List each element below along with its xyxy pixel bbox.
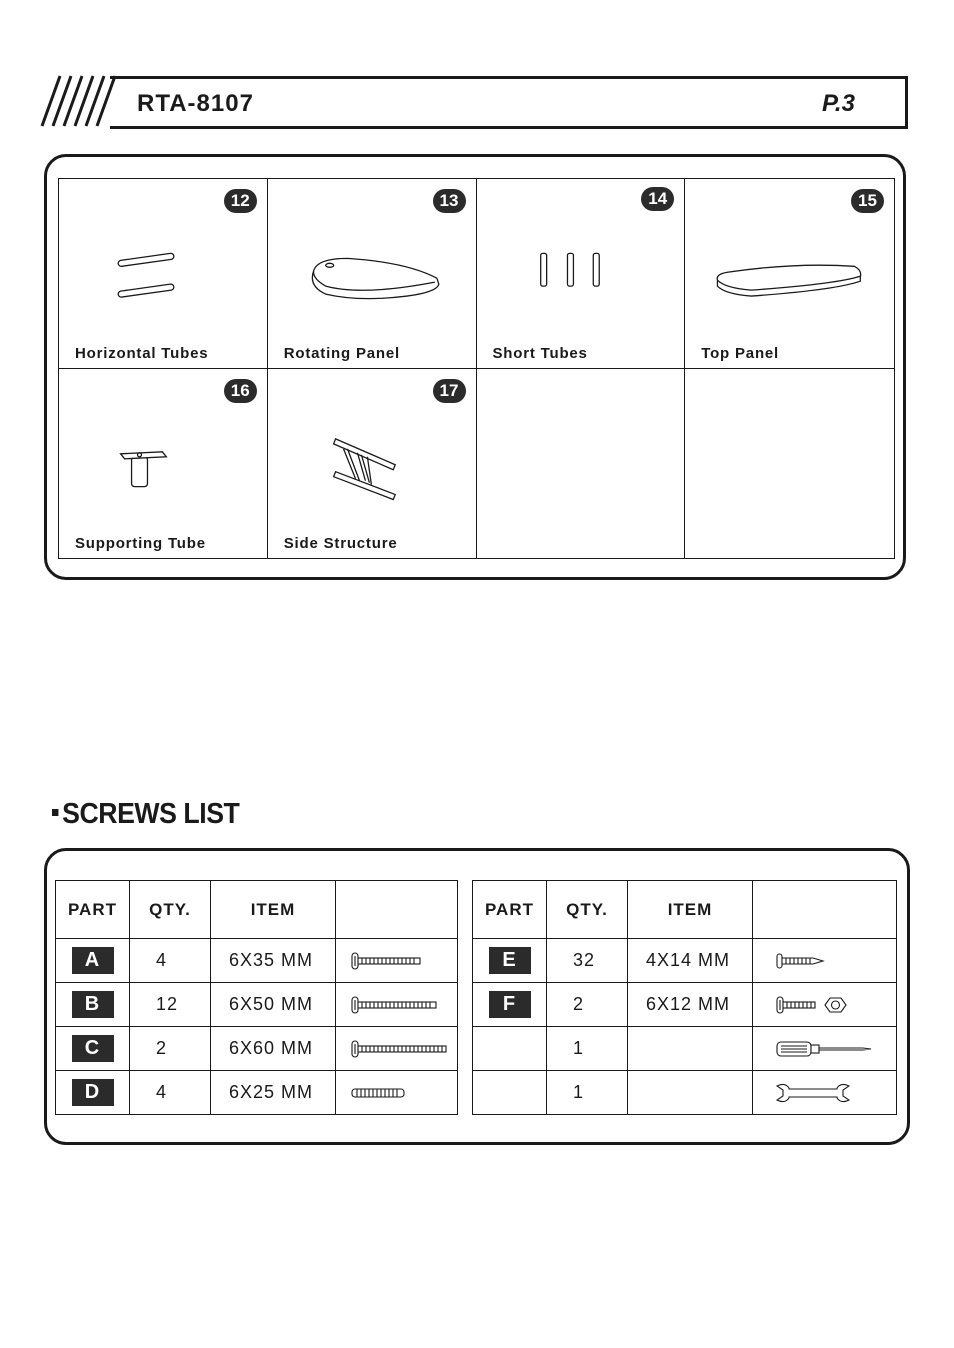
side-structure-icon bbox=[268, 369, 476, 559]
image-column-header bbox=[336, 881, 458, 939]
bolt-60-icon bbox=[350, 1038, 450, 1060]
part-cell-empty bbox=[473, 1027, 547, 1071]
table-header-row bbox=[473, 881, 897, 939]
table-row bbox=[473, 939, 897, 983]
bolt-35-icon bbox=[350, 950, 430, 972]
qty-cell: 12 bbox=[130, 983, 211, 1027]
part-letter-badge: A bbox=[72, 947, 114, 974]
empty-part-cell bbox=[477, 369, 686, 559]
item-cell: 6X35 MM bbox=[211, 939, 336, 983]
part-cell-12 bbox=[59, 179, 268, 369]
part-name: Supporting Tube bbox=[75, 535, 206, 552]
item-column-header: ITEM bbox=[628, 881, 753, 939]
part-column-header: PART bbox=[56, 881, 130, 939]
table-row bbox=[56, 1027, 458, 1071]
part-letter-badge: B bbox=[72, 991, 114, 1018]
page-number: P.3 bbox=[822, 90, 855, 117]
bolt-and-nut-icon bbox=[775, 993, 851, 1017]
item-cell: 4X14 MM bbox=[628, 939, 753, 983]
wrench-icon bbox=[775, 1080, 851, 1106]
qty-cell: 1 bbox=[547, 1027, 628, 1071]
part-letter-badge: C bbox=[72, 1035, 114, 1062]
table-row bbox=[56, 983, 458, 1027]
part-letter-badge: E bbox=[489, 947, 531, 974]
part-name: Side Structure bbox=[283, 535, 398, 552]
table-row bbox=[56, 939, 458, 983]
qty-cell: 2 bbox=[130, 1027, 211, 1071]
part-name: Top Panel bbox=[701, 344, 780, 362]
empty-part-cell bbox=[685, 369, 894, 559]
item-cell: 6X12 MM bbox=[628, 983, 753, 1027]
screwdriver-icon bbox=[775, 1037, 875, 1061]
screws-table-left bbox=[55, 880, 458, 1115]
part-cell-17 bbox=[268, 369, 477, 559]
part-cell-empty bbox=[473, 1071, 547, 1115]
qty-cell: 1 bbox=[547, 1071, 628, 1115]
qty-cell: 4 bbox=[130, 1071, 211, 1115]
qty-cell: 4 bbox=[130, 939, 211, 983]
top-panel-icon bbox=[685, 179, 894, 368]
rotating-panel-icon bbox=[268, 179, 476, 368]
part-number-badge: 15 bbox=[851, 189, 884, 213]
parts-grid bbox=[58, 178, 895, 559]
part-cell-16 bbox=[59, 369, 268, 559]
table-row bbox=[473, 983, 897, 1027]
part-number-badge: 13 bbox=[433, 189, 466, 213]
part-column-header: PART bbox=[473, 881, 547, 939]
item-column-header: ITEM bbox=[211, 881, 336, 939]
item-cell: 6X50 MM bbox=[211, 983, 336, 1027]
part-cell-13 bbox=[268, 179, 477, 369]
bolt-50-icon bbox=[350, 994, 442, 1016]
part-letter-badge: D bbox=[72, 1079, 114, 1106]
qty-column-header: QTY. bbox=[547, 881, 628, 939]
short-tubes-icon bbox=[477, 179, 685, 368]
part-name: Horizontal Tubes bbox=[75, 344, 209, 362]
table-row bbox=[473, 1027, 897, 1071]
part-letter-badge: F bbox=[489, 991, 531, 1018]
part-number-badge: 17 bbox=[433, 379, 466, 403]
item-cell: 6X60 MM bbox=[211, 1027, 336, 1071]
part-number-badge: 14 bbox=[641, 187, 674, 211]
part-cell-15 bbox=[685, 179, 894, 369]
part-number-badge: 16 bbox=[224, 379, 257, 403]
item-cell bbox=[628, 1027, 753, 1071]
item-cell bbox=[628, 1071, 753, 1115]
screws-table-right bbox=[472, 880, 897, 1115]
screws-list-title: SCREWS LIST bbox=[62, 798, 240, 830]
part-name: Rotating Panel bbox=[283, 344, 400, 362]
item-cell: 6X25 MM bbox=[211, 1071, 336, 1115]
qty-cell: 2 bbox=[547, 983, 628, 1027]
image-column-header bbox=[753, 881, 897, 939]
table-header-row bbox=[56, 881, 458, 939]
model-number: RTA-8107 bbox=[137, 90, 254, 117]
qty-cell: 32 bbox=[547, 939, 628, 983]
dowel-25-icon bbox=[350, 1082, 410, 1104]
part-number-badge: 12 bbox=[224, 189, 257, 213]
wood-screw-icon bbox=[775, 950, 827, 972]
table-row bbox=[56, 1071, 458, 1115]
part-cell-14 bbox=[477, 179, 686, 369]
bullet-square-icon bbox=[52, 809, 58, 816]
part-name: Short Tubes bbox=[492, 344, 588, 362]
qty-column-header: QTY. bbox=[130, 881, 211, 939]
screws-list-heading bbox=[52, 798, 239, 831]
supporting-tube-icon bbox=[59, 369, 267, 559]
table-row bbox=[473, 1071, 897, 1115]
horizontal-tubes-icon bbox=[59, 179, 267, 368]
